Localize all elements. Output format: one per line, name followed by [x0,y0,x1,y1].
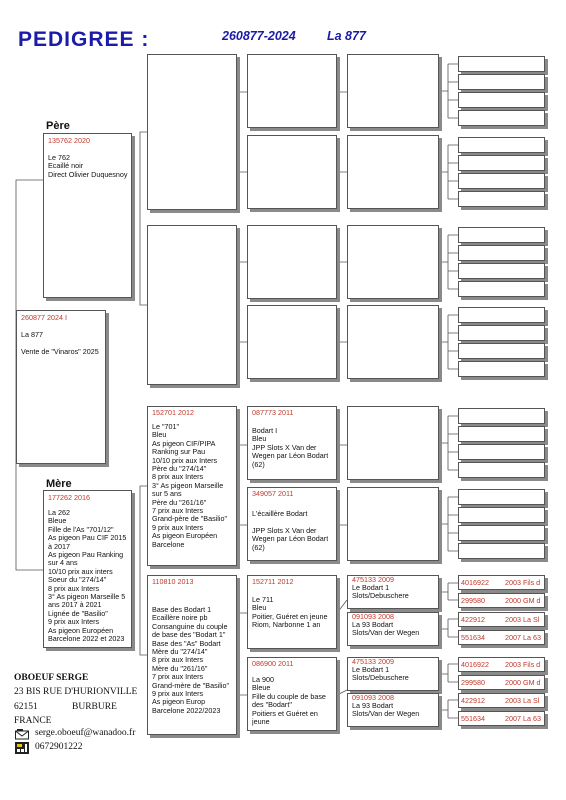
gen5-empty-card-4 [458,110,545,126]
ggp-mff-details: Bodart I Bleu JPP Slots X Van der Wegen par Léon Bodart (62) [252,427,329,469]
gen5-2-ring: 299580 [461,597,485,605]
gen5-6-ring: 299580 [461,679,485,687]
gen5-8-info: 2007 La 63 [505,715,541,723]
gen5-empty-card-23 [458,525,545,541]
owner-country: FRANCE [14,716,52,726]
subject-card [16,310,106,464]
subject-ring: 260877 2024 I [21,314,67,322]
gen4-mmfm-lineage: Slots/Van der Wegen [352,629,420,637]
gen5-empty-card-17 [458,408,545,424]
gen5-4-ring: 551634 [461,634,485,642]
gen5-card-7 [458,693,545,708]
gen5-empty-card-13 [458,307,545,323]
phone-icon [15,741,29,753]
gen5-6-info: 2000 GM d [505,679,541,687]
gen5-1-ring: 4016922 [461,579,489,587]
ggp-card-mmm [247,657,337,731]
ggp-mff-ring: 087773 2011 [252,409,294,417]
gen5-2-info: 2000 GM d [505,597,541,605]
gen4-card-mmff [347,575,439,609]
gen5-empty-card-14 [458,325,545,341]
gen4-card-1 [347,54,439,128]
mother-ring: 177262 2016 [48,494,90,502]
gen5-card-8 [458,711,545,726]
gen5-empty-card-8 [458,191,545,207]
gen4-mmff-ring: 475133 2009 [352,576,394,584]
gen5-empty-card-2 [458,74,545,90]
gen5-empty-card-19 [458,444,545,460]
gen5-empty-card-15 [458,343,545,359]
subject-ring-header: 260877-2024 [222,29,296,43]
ggp-card-mff [247,406,337,480]
ggp-card-mfm [247,487,337,561]
subject-name-header: La 877 [327,29,366,43]
ggp-mfm-ring: 349057 2011 [252,490,294,498]
maternal-grandmother-card [147,575,237,735]
gen5-5-ring: 4016922 [461,661,489,669]
gen5-card-1 [458,575,545,590]
gen4-mmmf-name: Le Bodart 1 [352,666,390,674]
gen5-card-3 [458,612,545,627]
ggp-card-4 [247,305,337,379]
gen5-empty-card-10 [458,245,545,261]
gen4-mmmm-ring: 091093 2008 [352,694,394,702]
owner-address: 23 BIS RUE D'HURIONVILLE [14,687,138,697]
owner-postcode: 62151 [14,702,38,712]
ggp-card-mmf [247,575,337,649]
gen4-card-5 [347,406,439,480]
paternal-grandmother-card [147,225,237,385]
gen4-card-mmmf [347,657,439,691]
mother-label: Mère [46,478,72,490]
gen4-mmfm-name: La 93 Bodart [352,621,394,629]
gen5-4-info: 2007 La 63 [505,634,541,642]
gen4-card-3 [347,225,439,299]
gen5-empty-card-21 [458,489,545,505]
maternal-grandfather-ring: 152701 2012 [152,409,194,417]
gen5-card-5 [458,657,545,672]
gen5-empty-card-18 [458,426,545,442]
gen5-empty-card-1 [458,56,545,72]
gen4-card-mmmm [347,693,439,727]
ggp-mfm-details: L'écaillère Bodart JPP Slots X Van der Wegen par Léon Bodart (62) [252,510,329,552]
gen4-mmff-name: Le Bodart 1 [352,584,390,592]
mail-icon [15,727,29,738]
page-title: PEDIGREE : [18,28,150,51]
gen5-card-4 [458,630,545,645]
gen4-mmff-lineage: Slots/Debuschere [352,592,409,600]
ggp-mmf-details: Le 711 Bleu Poitier, Guéret en jeune Riom, Narbonne 1 an [252,596,328,630]
gen5-card-6 [458,675,545,690]
owner-phone[interactable]: 0672901222 [35,742,83,752]
father-details: Le 762 Ecaillé noir Direct Olivier Duquesnoy [48,154,128,179]
owner-name: OBOEUF SERGE [14,673,89,683]
father-label: Père [46,120,70,132]
gen4-mmfm-ring: 091093 2008 [352,613,394,621]
gen5-3-info: 2003 La Sl [505,616,540,624]
gen4-mmmm-name: La 93 Bodart [352,702,394,710]
gen4-mmmf-lineage: Slots/Debuschere [352,674,409,682]
gen5-empty-card-20 [458,462,545,478]
gen4-mmmm-lineage: Slots/Van der Wegen [352,710,420,718]
gen5-empty-card-16 [458,361,545,377]
subject-details: La 877 Vente de "Vinaros" 2025 [21,331,99,356]
ggp-card-2 [247,135,337,209]
owner-city: BURBURE [72,702,117,712]
gen5-empty-card-11 [458,263,545,279]
father-card [43,133,132,298]
maternal-grandfather-card [147,406,237,566]
gen5-7-info: 2003 La Sl [505,697,540,705]
gen4-mmmf-ring: 475133 2009 [352,658,394,666]
gen5-7-ring: 422912 [461,697,485,705]
gen5-empty-card-6 [458,155,545,171]
gen5-empty-card-9 [458,227,545,243]
maternal-grandfather-details: Le "701" Bleu As pigeon CIF/PIPA Ranking sur Pau 10/10 prix aux Inters Père du "274/14" 8 prix aux Inters 3° As pigeon Marseille sur 5 ans Père du "261/16" 7 prix aux Inters Grand-père de "Basilio" 9 prix aux Inters As pigeon Européen Barcelone [152,423,228,549]
gen4-card-6 [347,487,439,561]
gen5-3-ring: 422912 [461,616,485,624]
ggp-mmf-ring: 152711 2012 [252,578,294,586]
gen5-empty-card-24 [458,543,545,559]
gen5-empty-card-12 [458,281,545,297]
gen5-card-2 [458,593,545,608]
owner-email[interactable]: serge.oboeuf@wanadoo.fr [35,728,136,738]
gen4-card-mmfm [347,612,439,646]
father-ring: 135762 2020 [48,137,90,145]
maternal-grandmother-ring: 110810 2013 [152,578,194,586]
gen5-8-ring: 551634 [461,715,485,723]
mother-card [43,490,132,648]
gen4-card-2 [347,135,439,209]
mother-details: La 262 Bleue Fille de l'As "701/12" As pigeon Pau CIF 2015 à 2017 As pigeon Pau Ranking sur 4 ans 10/10 prix aux inters Soeur du "274/14" 8 prix aux Inters 3° As pigeon Marseille 5 ans 2017 à 2021 Lignée de "Basilio" 9 prix aux Inters As pigeon Européen Barcelone 2022 et 2023 [48,509,127,644]
paternal-grandfather-card [147,54,237,210]
ggp-card-1 [247,54,337,128]
ggp-mmm-details: La 900 Bleue Fille du couple de base des "Bodart" Poitiers et Guéret en jeune [252,676,326,727]
gen5-empty-card-7 [458,173,545,189]
gen5-1-info: 2003 Fils d [505,579,541,587]
ggp-mmm-ring: 086900 2011 [252,660,294,668]
gen5-5-info: 2003 Fils d [505,661,541,669]
gen5-empty-card-22 [458,507,545,523]
maternal-grandmother-details: Base des Bodart 1 Ecaillère noire pb Consanguine du couple de base des "Bodart 1" Base des "As" Bodart Mère du "274/14" 8 prix aux Inters Mère du "261/16" 7 prix aux Inters Grand-mère de "Basilio" 9 prix aux Inters As pigeon Europ Barcelone 2022/2023 [152,606,230,715]
gen5-empty-card-5 [458,137,545,153]
gen5-empty-card-3 [458,92,545,108]
gen4-card-4 [347,305,439,379]
ggp-card-3 [247,225,337,299]
